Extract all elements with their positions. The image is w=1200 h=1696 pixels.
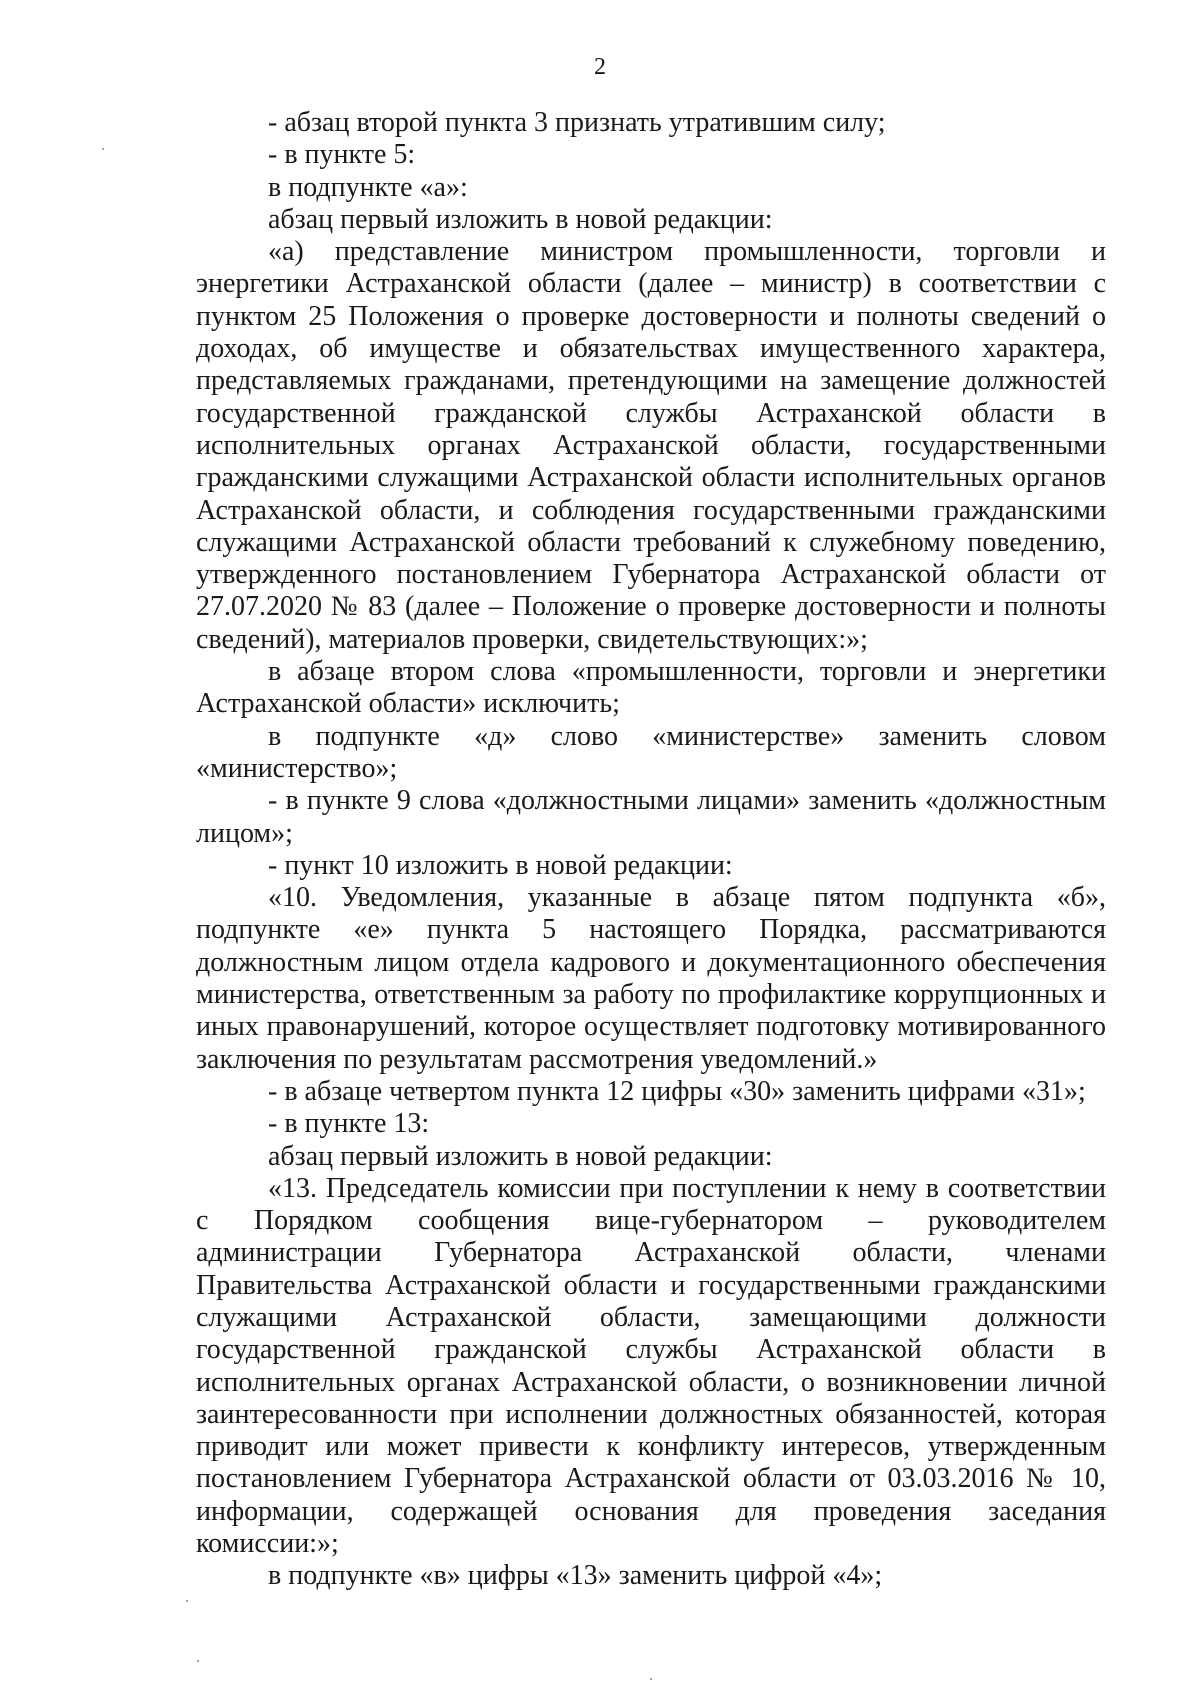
paragraph: «а) представление министром промышленности, торговли и энергетики Астраханской области (далее – министр) в соответствии с пунктом 25 Положения о проверке достоверности и полноты сведений о доходах, об имуществе и обязательствах имущественного характера, представляемых гражданами, претендующими на замещение должностей государственной гражданской службы Астраханской области в исполнительных органах Астраханской области, государственными гражданскими служащими Астраханской области исполнительных органов Астраханской области, и соблюдения государственными гражданскими служащими Астраханской области требований к служебному поведению, утвержденного постановлением Губернатора Астраханской области от 27.07.2020 № 83 (далее – Положение о проверке достоверности и полноты сведений), материалов проверки, свидетельствующих:»; <box>196 236 1106 655</box>
paragraph: абзац первый изложить в новой редакции: <box>268 203 773 235</box>
paragraph: абзац первый изложить в новой редакции: <box>268 1140 773 1172</box>
scan-speck <box>650 1678 652 1680</box>
paragraph: «10. Уведомления, указанные в абзаце пятом подпункта «б», подпункте «е» пункта 5 настоящего Порядка, рассматриваются должностным лицом отдела кадрового и документационного обеспечения министерства, ответственным за работу по профилактике коррупционных и иных правонарушений, которое осуществляет подготовку мотивированного заключения по результатам рассмотрения уведомлений.» <box>196 882 1106 1075</box>
paragraph: - абзац второй пункта 3 признать утратившим силу; <box>268 107 886 138</box>
scan-speck <box>197 1660 199 1662</box>
paragraph: в подпункте «д» слово «министерстве» заменить словом «министерство»; <box>196 720 1106 784</box>
scan-speck <box>186 1600 188 1602</box>
document-body <box>196 107 1106 1593</box>
paragraph: «13. Председатель комиссии при поступлении к нему в соответствии с Порядком сообщения вице-губернатором – руководителем администрации Губернатора Астраханской области, членами Правительства Астраханской области и государственными гражданскими служащими Астраханской области, замещающими должности государственной гражданской службы Астраханской области в исполнительных органах Астраханской области, о возникновении личной заинтересованности при исполнении должностных обязанностей, которая приводит или может привести к конфликту интересов, утвержденным постановлением Губернатора Астраханской области от 03.03.2016 № 10, информации, содержащей основания для проведения заседания комиссии:»; <box>196 1172 1106 1560</box>
paragraph: - в пункте 9 слова «должностными лицами» заменить «должностным лицом»; <box>196 785 1106 849</box>
paragraph: - в абзаце четвертом пункта 12 цифры «30» заменить цифрами «31»; <box>268 1075 1086 1107</box>
paragraph: - пункт 10 изложить в новой редакции: <box>268 849 733 881</box>
paragraph: в подпункте «а»: <box>268 171 468 203</box>
paragraph: - в пункте 5: <box>268 139 416 171</box>
page-number: 2 <box>594 54 606 80</box>
paragraph: в абзаце втором слова «промышленности, торговли и энергетики Астраханской области» исключить; <box>196 656 1106 720</box>
scan-speck <box>102 148 104 150</box>
paragraph: - в пункте 13: <box>268 1108 430 1140</box>
paragraph: в подпункте «в» цифры «13» заменить цифрой «4»; <box>268 1560 883 1592</box>
